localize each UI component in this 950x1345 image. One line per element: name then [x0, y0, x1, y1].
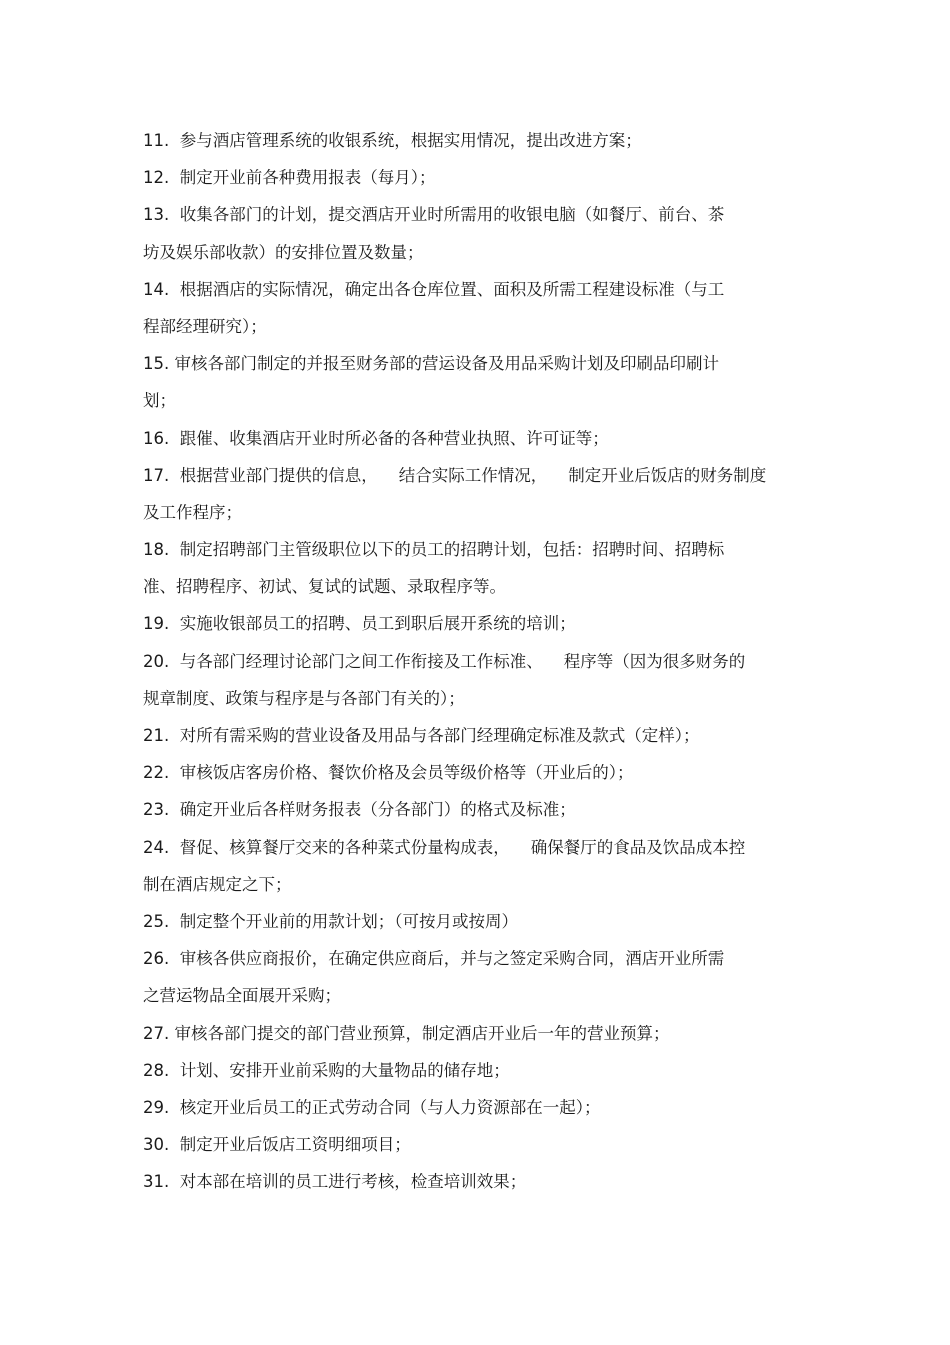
text-line: 19. 实施收银部员工的招聘、员工到职后展开系统的培训； [143, 614, 576, 634]
text-line: 程部经理研究）； [143, 316, 267, 336]
text-line: 16. 跟催、收集酒店开业时所必备的各种营业执照、许可证等； [143, 428, 609, 448]
text-line: 17. 根据营业部门提供的信息， 结合实际工作情况， 制定开业后饭店的财务制度 [143, 465, 767, 485]
text-line: 25. 制定整个开业前的用款计划；（可按月或按周） [143, 911, 518, 931]
text-line: 20. 与各部门经理讨论部门之间工作衔接及工作标准、 程序等（因为很多财务的 [143, 651, 746, 671]
text-line: 准、招聘程序、初试、复试的试题、录取程序等。 [143, 577, 506, 597]
text-line: 划； [143, 391, 176, 411]
text-line: 13. 收集各部门的计划，提交酒店开业时所需用的收银电脑（如餐厅、前台、茶 [143, 205, 725, 225]
text-line: 之营运物品全面展开采购； [143, 986, 341, 1006]
text-line: 23. 确定开业后各样财务报表（分各部门）的格式及标准； [143, 800, 576, 820]
text-line: 26. 审核各供应商报价，在确定供应商后，并与之签定采购合同，酒店开业所需 [143, 949, 725, 969]
text-line: 及工作程序； [143, 502, 242, 522]
text-line: 12. 制定开业前各种费用报表（每月）； [143, 168, 436, 188]
text-line: 31. 对本部在培训的员工进行考核，检查培训效果； [143, 1172, 527, 1192]
text-line: 29. 核定开业后员工的正式劳动合同（与人力资源部在一起）； [143, 1097, 601, 1117]
text-line: 30. 制定开业后饭店工资明细项目； [143, 1135, 411, 1155]
text-line: 28. 计划、安排开业前采购的大量物品的储存地； [143, 1060, 510, 1080]
text-line: 坊及娱乐部收款）的安排位置及数量； [143, 242, 424, 262]
text-line: 21. 对所有需采购的营业设备及用品与各部门经理确定标准及款式（定样）； [143, 726, 700, 745]
text-line: 14. 根据酒店的实际情况，确定出各仓库位置、面积及所需工程建设标准（与工 [143, 279, 725, 299]
text-line: 22. 审核饭店客房价格、餐饮价格及会员等级价格等（开业后的）； [143, 763, 634, 783]
document-body [143, 122, 808, 1200]
text-line: 18. 制定招聘部门主管级职位以下的员工的招聘计划，包括：招聘时间、招聘标 [143, 540, 725, 560]
text-line: 15. 审核各部门制定的并报至财务部的营运设备及用品采购计划及印刷品印刷计 [143, 354, 719, 374]
text-line: 24. 督促、核算餐厅交来的各种菜式份量构成表， 确保餐厅的食品及饮品成本控 [143, 837, 746, 857]
text-line: 27. 审核各部门提交的部门营业预算，制定酒店开业后一年的营业预算； [143, 1023, 670, 1043]
text-line: 11. 参与酒店管理系统的收银系统，根据实用情况，提出改进方案； [143, 131, 642, 150]
text-line: 制在酒店规定之下； [143, 874, 292, 894]
text-line: 规章制度、政策与程序是与各部门有关的）； [143, 688, 465, 708]
